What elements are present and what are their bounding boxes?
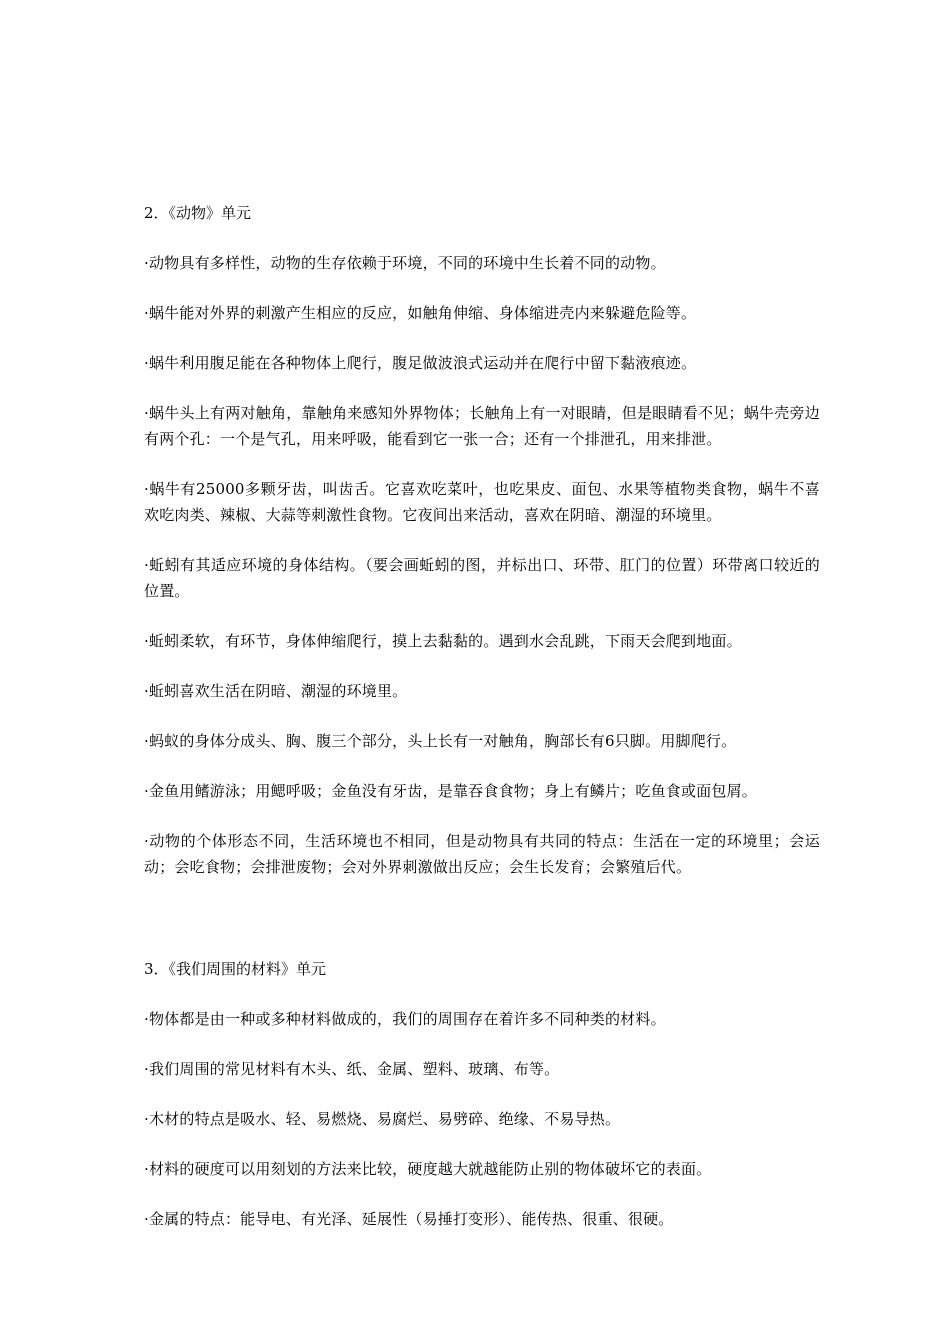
section-materials (144, 956, 820, 1232)
paragraph: ·蚯蚓喜欢生活在阴暗、潮湿的环境里。 (144, 682, 408, 700)
section-animals (144, 200, 820, 880)
paragraph: ·蚂蚁的身体分成头、胸、腹三个部分，头上长有一对触角，胸部长有6只脚。用脚爬行。 (144, 732, 737, 750)
paragraph: ·蜗牛利用腹足能在各种物体上爬行，腹足做波浪式运动并在爬行中留下黏液痕迹。 (144, 354, 697, 372)
section-heading: 2．《动物》单元 (144, 204, 252, 222)
paragraph: ·动物的个体形态不同，生活环境也不相同，但是动物具有共同的特点：生活在一定的环境里；会运动；会吃食物；会排泄废物；会对外界刺激做出反应；会生长发育；会繁殖后代。 (144, 832, 820, 876)
paragraph: ·材料的硬度可以用刻划的方法来比较，硬度越大就越能防止别的物体破坏它的表面。 (144, 1160, 712, 1178)
paragraph: ·蚯蚓柔软，有环节，身体伸缩爬行，摸上去黏黏的。遇到水会乱跳，下雨天会爬到地面。 (144, 632, 742, 650)
paragraph: ·金鱼用鳍游泳；用鳃呼吸；金鱼没有牙齿，是靠吞食食物；身上有鳞片；吃鱼食或面包屑。 (144, 782, 757, 800)
paragraph: ·蚯蚓有其适应环境的身体结构。（要会画蚯蚓的图，并标出口、环带、肛门的位置）环带离口较近的位置。 (144, 556, 820, 600)
section-heading: 3．《我们周围的材料》单元 (144, 960, 327, 978)
paragraph: ·我们周围的常见材料有木头、纸、金属、塑料、玻璃、布等。 (144, 1060, 560, 1078)
document-content (144, 200, 820, 1232)
paragraph: ·蜗牛头上有两对触角，靠触角来感知外界物体；长触角上有一对眼睛，但是眼睛看不见；蜗牛壳旁边有两个孔：一个是气孔，用来呼吸，能看到它一张一合；还有一个排泄孔，用来排泄。 (144, 404, 820, 448)
paragraph: ·物体都是由一种或多种材料做成的，我们的周围存在着许多不同种类的材料。 (144, 1010, 666, 1028)
paragraph: ·蜗牛有25000多颗牙齿，叫齿舌。它喜欢吃菜叶，也吃果皮、面包、水果等植物类食物，蜗牛不喜欢吃肉类、辣椒、大蒜等刺激性食物。它夜间出来活动，喜欢在阴暗、潮湿的环境里。 (144, 480, 820, 524)
paragraph: ·金属的特点：能导电、有光泽、延展性（易捶打变形）、能传热、很重、很硬。 (144, 1210, 674, 1228)
paragraph: ·动物具有多样性，动物的生存依赖于环境，不同的环境中生长着不同的动物。 (144, 254, 666, 272)
paragraph: ·蜗牛能对外界的刺激产生相应的反应，如触角伸缩、身体缩进壳内来躲避危险等。 (144, 304, 697, 322)
paragraph: ·木材的特点是吸水、轻、易燃烧、易腐烂、易劈碎、绝缘、不易导热。 (144, 1110, 621, 1128)
